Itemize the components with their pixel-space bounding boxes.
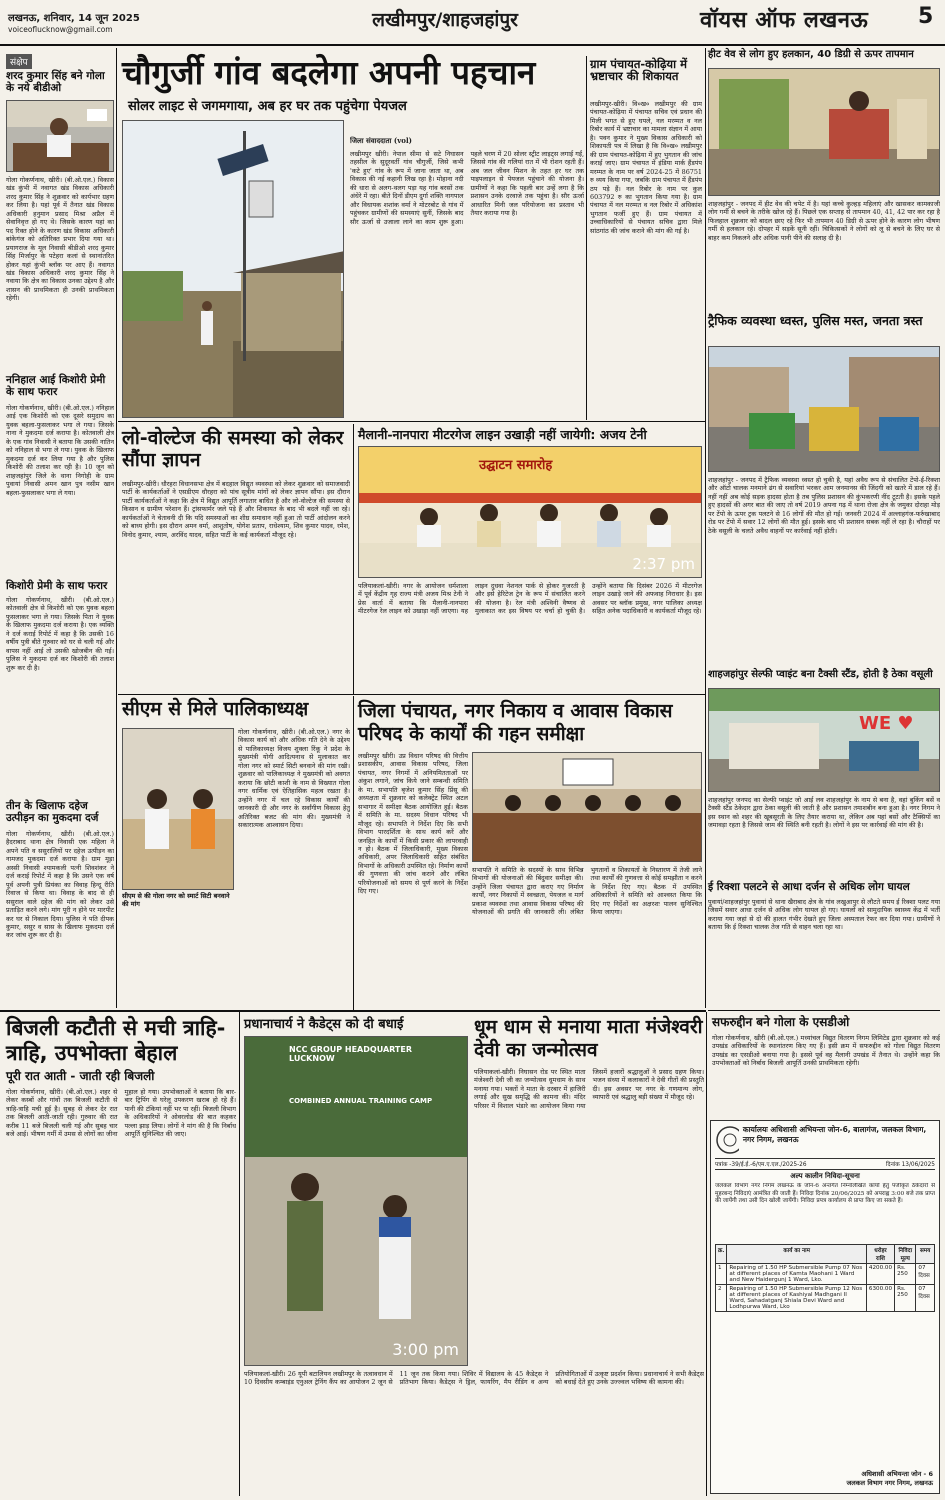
tender-signature: अधिशासी अभियन्ता जोन - 6 जलकल विभाग नगर निगम, लखनऊ <box>846 1470 933 1487</box>
power-cut-subheadline: पूरी रात आती - जाती रही बिजली <box>6 1069 155 1083</box>
tender-notice <box>710 1120 940 1494</box>
low-voltage-headline: लो-वोल्टेज की समस्या को लेकर सौंपा ज्ञापन <box>122 427 344 471</box>
review-headline: जिला पंचायत, नगर निकाय व आवास विकास परिषद के कार्यों की गहन समीक्षा <box>358 700 673 745</box>
sidebar <box>6 50 114 1010</box>
masthead <box>0 0 945 44</box>
brand-title: वॉयस ऑफ लखनऊ <box>700 8 869 33</box>
masthead-rule <box>0 44 945 46</box>
tender-notice-text: जलकल विभाग नगर निगम लखनऊ के जोन-6 अन्तर्गत निम्नलिखित कार्यों हेतु पंजीकृत ठेकेदारों से मुहरबन्द निविदाएं आमंत्रित की जाती हैं। निविदा दिनांक 20/06/2025 को अपराह्न 3:00 बजे तक प्राप्त की जायेंगी तथा उसी दिन खोली जायेंगी। निविदा प्रपत्र कार्यालय से प्राप्त किए जा सकते हैं। <box>715 1183 935 1205</box>
brief-1-text: गोला गोकर्णनाथ, खीरी। (बी.ओ.एल.) विकास खंड कुंभी में नवागत खंड विकास अधिकारी शरद कुमार सिंह ने शुक्रवार को कार्यभार ग्रहण कर लिया है। यहां पूर्व में तैनात खंड विकास अधिकारी हनुमान प्रसाद मिश्रा अप्रैल में सेवानिवृत्त हो गए थे। जिसके कारण यहां का पद रिक्त होने के कारण खंड विकास अधिकारी बांकेगंज को अतिरिक्त प्रभार दिया गया था। प्रयागराज के मूल निवासी बीडीओ शरद कुमार सिंह मिर्जापुर के पटेहरा कलां से स्थानांतरित होकर यहां कुंभी ब्लॉक पर आए हैं। नवागत खंड विकास अधिकारी शरद कुमार सिंह ने नवाया कि क्षेत्र का विकास उनका उद्देश्य है और शासन की प्राथमिकता ही उनकी प्राथमिकता रहेगी। <box>6 176 114 303</box>
table-row <box>716 1264 935 1285</box>
cm-headline: सीएम से मिले पालिकाध्यक्ष <box>122 698 309 720</box>
right-column <box>708 48 940 1008</box>
temple-divider <box>706 1012 707 1496</box>
brief-2-title: ननिहाल आई किशोरी प्रेमी के साथ फरार <box>6 374 106 399</box>
heatwave-body: शाहजहांपुर - जनपद में हीट वेव की चपेट में है। यहां कच्चे कुल्हड़ महिलाएं और खासकर कामकाजी लोग गर्मी से बचने के तरीके खोज रहे हैं। पिछले एक सप्ताह से तापमान 40, 41, 42 पार कर रहा है फिलहाल शुक्रवार को बादल छाए रहे फिर भी तापमान 40 डिग्री से ऊपर होने के कारण लोग भीषण गर्मी से हलकान रहे। दोपहर में सड़कें सूनी रहीं। चिकित्सकों ने लोगों को लू से बचने के लिए घर से बाहर कम निकलने और अधिक पानी पीने की सलाह दी है। <box>708 200 940 242</box>
bottom-rule <box>0 1010 706 1012</box>
review-meeting-image <box>473 753 702 862</box>
brief-3-title: किशोरी प्रेमी के साथ फरार <box>6 580 108 592</box>
page-number: 5 <box>918 4 934 29</box>
review-body-right: सभापति ने समिति के सदस्यों के साथ विभिन्न विभागों की योजनाओं की बिंदुवार समीक्षा की। उन्होंने जिला पंचायत द्वारा कराए गए निर्माण कार्यों, नगर निकायों में स्वच्छता, पेयजल व मार्ग प्रकाश व्यवस्था तथा आवास विकास परिषद की योजनाओं की प्रगति की जानकारी ली। लंबित भुगतानों व शिकायतों के निस्तारण में तेजी लाने तथा कार्यों की गुणवत्ता से कोई समझौता न करने के निर्देश दिए गए। बैठक में उपस्थित अधिकारियों ने समिति को आश्वस्त किया कि दिए गए निर्देशों का अक्षरशः पालन सुनिश्चित किया जाएगा। <box>472 866 702 917</box>
tender-col-time: समय <box>916 1245 935 1264</box>
cm-meeting-image <box>123 729 234 890</box>
masthead-email: voiceoflucknow@gmail.com <box>8 25 113 34</box>
sdo-body: गोला गोकर्णनाथ, खीरी (बी.ओ.एल.) मध्यांचल विद्युत वितरण निगम लिमिटेड द्वारा शुक्रवार को कई उपखंड अधिकारियों के स्थानांतरण किए गए हैं। इसी क्रम में सफरुद्दीन को गोला विद्युत वितरण उपखंड का एसडीओ बनाया गया है। इससे पूर्व वह मैलानी उपखंड में तैनात थे। उन्होंने कहा कि उपभोक्ताओं को निर्बाध बिजली आपूर्ति उनकी प्राथमिकता रहेगी। <box>712 1034 940 1068</box>
cadets-photo-time: 3:00 pm <box>392 1340 459 1359</box>
cadets-photo-banner: NCC GROUP HEADQUARTER LUCKNOW <box>289 1045 413 1063</box>
cadets-headline: प्रधानाचार्य ने कैडेट्स को दी बधाई <box>244 1017 404 1032</box>
section-title: लखीमपुर/शाहजहांपुर <box>372 9 518 31</box>
cadets-photo <box>244 1036 468 1366</box>
cm-photo <box>122 728 234 890</box>
cadets-image <box>245 1037 468 1366</box>
lead-subheadline: सोलर लाइट से जगमगाया, अब हर घर तक पहुंचेगा पेयजल <box>128 99 407 114</box>
svg-text:WE ♥: WE ♥ <box>859 713 914 734</box>
sdo-rule <box>708 1010 940 1011</box>
cm-photo-caption: सीएम से की गोला नगर को स्मार्ट सिटी बनवाने की मांग <box>122 892 230 908</box>
tender-notice-title: अल्प कालीन निविदा-सूचना <box>790 1172 860 1180</box>
table-cell: Repairing of 1.50 HP Submersible Pump 12 Nos at different places of Kashiyal Madhgani II Ward, Sahadatganj Shiala Devi Ward and Lodhpurwa Ward, Lko <box>727 1285 866 1312</box>
table-cell: Rs. 250 <box>895 1285 916 1312</box>
power-cut-body: गोला गोकर्णनाथ, खीरी। (बी.ओ.एल.) शहर से लेकर कस्बों और गांवों तक बिजली कटौती से त्राहि-त्राहि मची हुई है। सुबह से लेकर देर रात तक बिजली आती-जाती रही। गुरुवार की रात करीब 11 बजे बिजली चली गई और सुबह चार बजे आई। भीषण गर्मी में उमस से लोगों का जीना मुहाल हो गया। उपभोक्ताओं ने बताया कि बार-बार ट्रिपिंग से घरेलू उपकरण खराब हो रहे हैं। पानी की टंकियां नहीं भर पा रहीं। बिजली विभाग के अधिकारियों ने ओवरलोड की बात कहकर पल्ला झाड़ लिया। लोगों ने मांग की है कि निर्बाध आपूर्ति सुनिश्चित की जाए। <box>6 1088 236 1139</box>
rickshaw-body: पुवायां/शाहजहांपुर पुवायां से थाना खैराबाद क्षेत्र के गांव लखुआपुर से लौटते समय ई रिक्शा पलट गया जिसमें सवार आधा दर्जन से अधिक लोग घायल हो गए। घायलों को सामुदायिक स्वास्थ्य केंद्र में भर्ती कराया गया जहां से दो की हालत गंभीर देखते हुए जिला अस्पताल रेफर कर दिया गया। ग्रामीणों ने बताया कि ई रिक्शा चालक तेज गति से वाहन चला रहा था। <box>708 898 940 932</box>
cadets-photo-sub: COMBINED ANNUAL TRAINING CAMP <box>289 1097 433 1105</box>
mid-rule <box>118 694 706 695</box>
review-body-left: लखीमपुर खीरी। उप्र विधान परिषद की वित्तीय प्रशासकीय, आवास विकास परिषद, जिला पंचायत, नगर निगमों में अनियमितताओं पर अंकुश लगाने, जांच किये जाने सम्बन्धी समिति के मा. सभापति बृजेश कुमार सिंह प्रिंसू की अध्यक्षता में शुक्रवार को कलेक्ट्रेट स्थित अटल सभागार में समीक्षा बैठक आयोजित हुई। बैठक में समिति के मा. सदस्य विधान परिषद भी मौजूद रहे। सभापति ने निर्देश दिए कि सभी विभाग पारदर्शिता के साथ कार्य करें और जनहित के कार्यों में किसी प्रकार की लापरवाही न हो। बैठक में जिलाधिकारी, मुख्य विकास अधिकारी, अपर जिलाधिकारी सहित संबंधित विभागों के अधिकारी उपस्थित रहे। निर्माण कार्यों की गुणवत्ता की जांच कराने और लंबित परियोजनाओं को समय से पूर्ण करने के निर्देश दिए गए। <box>358 752 468 896</box>
tender-date: दिनांक 13/06/2025 <box>885 1162 935 1168</box>
low-voltage-body: लखीमपुर-खीरी। धौरहरा विधानसभा क्षेत्र में बदहाल विद्युत व्यवस्था को लेकर शुक्रवार को समाजवादी पार्टी के कार्यकर्ताओं ने एसडीएम धौरहरा को पांच सूत्रीय मांगों को लेकर ज्ञापन सौंपा। इस दौरान पार्टी कार्यकर्ताओं ने कहा कि क्षेत्र में विद्युत आपूर्ति लगातार बाधित है और लो-वोल्टेज की समस्या से किसान व ग्रामीण परेशान हैं। ट्रांसफार्मर जले पड़े हैं और शिकायत के बाद भी बदले नहीं जा रहे। कार्यकर्ताओं ने चेतावनी दी कि यदि समस्याओं का शीघ्र समाधान नहीं हुआ तो पार्टी आंदोलन करने को बाध्य होगी। इस दौरान अमन वर्मा, आशुतोष, योगेश प्रताप, राधेश्याम, शिव कुमार यादव, रमेश, विनोद कुमार, श्याम, अरविंद यादव, सहित पार्टी के कई कार्यकर्ता मौजूद रहे। <box>122 480 350 539</box>
complaint-body: लखीमपुर-खीरी। वि०ख० लखीमपुर की ग्राम पंचायत-कोढ़िया में पंचायत सचिव एवं प्रधान की मिली भगत से हुए घपले, नल मरम्मत व नल रिबोर कार्य में भ्रष्टाचार का मामला संज्ञान में आया है। पवन कुमार ने मुख्य विकास अधिकारी को शिकायती पत्र में लिखा है कि वि०ख० लखीमपुर की ग्राम पंचायत-कोढ़िया में हुए भुगतान की जांच कराई जाए। ग्राम पंचायत में इंडिया मार्क हैंडपंप मरम्मत के नाम पर वर्ष 2024-25 में 86751 रु व्यय किया गया, जबकि ग्राम पंचायत में हैंडपंप ठप पड़े हैं। नल रिबोर के नाम पर कुल 603792 रु का भुगतान किया गया है। ग्राम पंचायत में नल मरम्मत व नल रिबोर में अधिकांश भुगतान फर्जी हुए हैं। ग्राम पंचायत में उच्चाधिकारियों से पंचायत सचिव द्वारा मिले सांठगांठ की जांच कराने की मांग की गई है। <box>590 100 702 235</box>
traffic-photo-image <box>709 347 940 472</box>
lead-divider <box>586 56 587 420</box>
tender-ref: पत्रांक -39/ई.ई.-6/एम.ए.एल./2025-26 <box>715 1162 807 1168</box>
temple-body: पलियाकलां-खीरी। निघासन रोड पर स्थित माता मंजेश्वरी देवी जी का जन्मोत्सव धूमधाम के साथ मनाया गया। भक्तों ने माता के दरबार में हाजिरी लगाई और सुख समृद्धि की कामना की। मंदिर परिसर में विशाल भंडारे का आयोजन किया गया जिसमें हजारों श्रद्धालुओं ने प्रसाद ग्रहण किया। भजन संध्या में कलाकारों ने देवी गीतों की प्रस्तुति दी। इस अवसर पर नगर के गणमान्य लोग, व्यापारी एवं श्रद्धालु बड़ी संख्या में मौजूद रहे। <box>474 1068 704 1110</box>
tender-col-work: कार्य का नाम <box>727 1245 866 1264</box>
meterguage-photo <box>358 446 702 578</box>
table-cell: 4200.00 <box>866 1264 894 1285</box>
taxi-photo <box>708 688 940 792</box>
lead-photo <box>122 120 344 418</box>
traffic-headline: ट्रैफिक व्यवस्था ध्वस्त, पुलिस मस्त, जनता त्रस्त <box>708 313 923 328</box>
complaint-headline: ग्राम पंचायत-कोढ़िया में भ्रष्टाचार की शिकायत <box>590 57 687 84</box>
heatwave-headline: हीट वेव से लोग हुए हलकान, 40 डिग्री से ऊपर तापमान <box>708 49 914 60</box>
traffic-body: शाहजहांपुर - जनपद में ट्रैफिक व्यवस्था ध्वस्त हो चुकी है, यहां अवैध रूप से संचालित टेंपो-ई-रिक्शा और ऑटो चालक मनमाने ढंग से सवारियां भरकर आम जनमानस की जिंदगी को खतरे में डाल रहे हैं। नहीं नहीं अब कोई सड़क हादसा होता है तब पुलिस प्रशासन की कुंभकरणी नींद टूटती है। इसके पहले हुए हादसों की अगर बात की जाए तो वर्ष 2019 अपना गढ़ में थाना रोजा क्षेत्र के जमुका दोराहा मोड़ पर टेंपो के ऊपर ट्रक पलटने से 16 लोगों की मौत हो गई। जनवरी 2024 में अल्लाहगंज-फर्रुखाबाद रोड पर टेंपो में सवार 12 लोगों की मौत हुई। इसके बाद भी प्रशासन सबक नहीं ले रहा है। चौराहों पर ठेके वसूली के चलते अवैध वाहनों पर कार्रवाई नहीं होती। <box>708 476 940 535</box>
solar-light-photo <box>123 121 344 418</box>
tender-col-sn: क्र. <box>716 1245 727 1264</box>
tender-col-price: निविदा मूल्य <box>895 1245 916 1264</box>
lead-body: लखीमपुर खीरी। नेपाल सीमा से सटे निघासन तहसील के सुदूरवर्ती गांव चौगुर्जी, जिसे कभी 'कटे हुए' गांव के रूप में जाना जाता था, अब विकास की नई कहानी लिख रहा है। मोहाना नदी की धारा से अलग-थलग पड़ा यह गांव बरसों तक अंधेरे में रहा। बीते दिनों डीएम दुर्गा शक्ति नागपाल और विधायक शशांक वर्मा ने मोटरबोट से गांव में पहुंचकर ग्रामीणों की समस्याएं सुनीं, जिसके बाद सौर ऊर्जा से उजाला लाने का काम शुरू हुआ। पहले चरण में 20 सोलर स्ट्रीट लाइट्स लगाई गईं, जिससे गांव की गलियां रात में भी रोशन रहती हैं। अब जल जीवन मिशन के तहत हर घर तक पाइपलाइन से पेयजल पहुंचाने की योजना है। ग्रामीणों ने कहा कि पहली बार उन्हें लगा है कि प्रशासन उनके दरवाजे तक पहुंचा है। सौर ऊर्जा आधारित मिनी जल परियोजना का प्रस्ताव भी तैयार कराया गया है। <box>350 150 584 226</box>
sidebar-divider <box>116 48 117 1008</box>
brief-3-text: गोला गोकर्णनाथ, खीरी। (बी.ओ.एल.) कोतवाली क्षेत्र से किशोरी को एक युवक बहला फुसलाकर भगा ले गया। जिसके पिता ने युवक के खिलाफ मुकदमा दर्ज कराया है। एक व्यक्ति ने दर्ज कराई रिपोर्ट में कहा है कि उसकी 16 वर्षीय पुत्री बीते गुरुवार को घर से चली गई और वापस नहीं आई तो उसकी खोजबीन की गई। पुलिस ने मुकदमा दर्ज कर किशोरी की तलाश शुरू कर दी है। <box>6 596 114 672</box>
power-cut-headline: बिजली कटौती से मची त्राहि-त्राहि, उपभोक्ता बेहाल <box>6 1016 226 1066</box>
table-cell: 07 दिवस <box>916 1285 935 1312</box>
heatwave-photo-image <box>709 69 940 196</box>
municipal-emblem-icon <box>715 1125 739 1155</box>
table-cell: 6300.00 <box>866 1285 894 1312</box>
meterguage-headline: मैलानी-नानपारा मीटरगेज लाइन उखाड़ी नहीं जायेगी: अजय टेनी <box>358 427 647 442</box>
brief-4-text: गोला गोकर्णनाथ, खीरी। (बी.ओ.एल.) हैदराबाद थाना क्षेत्र निवासी एक महिला ने अपने पति व ससुरालियों पर दहेज उत्पीड़न का नामजद मुकदमा दर्ज कराया है। ग्राम मूड़ा अस्सी निवासी श्यामकली पत्नी शिवशंकर ने दर्ज कराई रिपोर्ट में कहा है कि उसने एक वर्ष पूर्व अपनी पुत्री प्रियंका का विवाह हिन्दू रीति रिवाज से किया था। विवाह के बाद से ही ससुराल वाले दहेज की मांग को लेकर उसे प्रताड़ित करने लगे। मांग पूरी न होने पर मारपीट कर घर से निकाल दिया। पुलिस ने पति दीपक कुमार, ससुर व सास के खिलाफ मुकदमा दर्ज कर जांच शुरू कर दी है। <box>6 830 114 940</box>
meterguage-photo-time: 2:37 pm <box>632 555 695 573</box>
bdo-photo <box>6 100 114 172</box>
brief-4-title: तीन के खिलाफ दहेज उत्पीड़न का मुकदमा दर्ज <box>6 800 99 825</box>
tender-table <box>715 1244 935 1312</box>
cm-body-extra <box>122 914 234 1008</box>
brief-1-title: शरद कुमार सिंह बने गोला के नये बीडीओ <box>6 70 105 95</box>
table-cell: 1 <box>716 1264 727 1285</box>
heatwave-photo <box>708 68 940 196</box>
taxi-photo-image <box>709 689 940 792</box>
low-voltage-divider <box>353 424 354 694</box>
table-cell: Repairing of 1.50 HP Submersible Pump 07 Nos at different places of Kamta Maohani 1 Ward and New Haidergunj 1 Ward, Lko. <box>727 1264 866 1285</box>
brief-2-text: गोला गोकर्णनाथ, खीरी। (बी.ओ.एल.) ननिहाल आई एक किशोरी को एक दूसरे समुदाय का युवक बहला-फुसलाकर भगा ले गया। जिसके नाना ने मुकदमा दर्ज कराया है। कोतवाली क्षेत्र के एक गांव निवासी ने बताया कि उसकी नातिन को ननिहाल से भगा ले गया। युवक के खिलाफ मुकदमा दर्ज कर लिया गया है और पुलिस किशोरी की तलाश कर रही है। 10 जून को शाहजहांपुर जिले के थाना निगोही के ग्राम पुवायां निवासी अमन खान पुत्र नसीम खान बहला-फुसलाकर भगा ले गया। <box>6 404 114 497</box>
tender-col-deposit: धरोहर राशि <box>866 1245 894 1264</box>
tender-office: कार्यालयः अधिशासी अभियन्ता जोन-6, बालागंज, जलकल विभाग, नगर निगम, लखनऊ <box>742 1125 927 1144</box>
table-cell: 07 दिवस <box>916 1264 935 1285</box>
cadets-body: पलियाकलां-खीरी। 26 यूपी बटालियन लखीमपुर के तत्वावधान में 10 दिवसीय कम्बाइंड एनुअल ट्रेनिंग कैंप का आयोजन 2 जून से 11 जून तक किया गया। शिविर में विद्यालय के 45 कैडेट्स ने प्रतिभाग किया। कैडेट्स ने ड्रिल, फायरिंग, मैप रीडिंग व अन्य प्रतियोगिताओं में उत्कृष्ट प्रदर्शन किया। प्रधानाचार्य ने सभी कैडेट्स को बधाई देते हुए उनके उज्ज्वल भविष्य की कामना की। <box>244 1370 704 1387</box>
complaint-divider <box>705 48 706 1008</box>
lead-bottom-rule <box>118 421 706 422</box>
meterguage-banner: उद्घाटन समारोह <box>479 458 553 473</box>
taxi-body: शाहजहांपुर जनपद का सेल्फी प्वाइंट जो आई लव शाहजहांपुर के नाम से बना है, वहां बुकिंग बसें व टैक्सी स्टैंड ठेकेदार द्वारा ठेका वसूली की जाती है और प्रशासन तमाशबीन बना हुआ है। नगर निगम ने इस स्थान को शहर की खूबसूरती के लिए तैयार कराया था, लेकिन अब यहां बसों और टैक्सियों का जमावड़ा रहता है जिससे जाम की स्थिति बनी रहती है। लोगों ने इस पर कार्रवाई की मांग की है। <box>708 796 940 830</box>
table-cell: Rs. 250 <box>895 1264 916 1285</box>
masthead-date: लखनऊ, शनिवार, 14 जून 2025 <box>8 13 140 24</box>
table-cell: 2 <box>716 1285 727 1312</box>
rickshaw-headline: ई रिक्शा पलटने से आधा दर्जन से अधिक लोग घायल <box>708 881 910 893</box>
cm-divider <box>353 696 354 1010</box>
sidebar-label: संक्षेप <box>6 54 32 69</box>
lead-byline: जिला संवाददाता (vol) <box>350 136 412 145</box>
power-cut-divider <box>239 1012 240 1496</box>
bdo-photo-image <box>7 101 114 172</box>
temple-headline: धूम धाम से मनाया माता मंजेश्वरी देवी का जन्मोत्सव <box>474 1016 703 1061</box>
table-row <box>716 1285 935 1312</box>
traffic-photo <box>708 346 940 472</box>
sdo-headline: सफरुद्दीन बने गोला के एसडीओ <box>712 1015 850 1029</box>
meterguage-body: पलियाकलां-खीरी। नगर के आयोजन धर्मशाला में पूर्व केंद्रीय गृह राज्य मंत्री अजय मिश्र टेनी ने प्रेस वार्ता में बताया कि मैलानी-नानपारा मीटरगेज रेल लाइन को उखाड़ा नहीं जाएगा। यह लाइन दुधवा नेशनल पार्क से होकर गुजरती है और इसे हेरिटेज ट्रेन के रूप में संचालित करने की योजना है। रेल मंत्री अश्विनी वैष्णव से मुलाकात कर इस विषय पर चर्चा हो चुकी है। उन्होंने बताया कि दिसंबर 2026 में मीटरगेज लाइन उखाड़े जाने की अफवाह निराधार है। इस अवसर पर ब्लॉक प्रमुख, नगर पालिका अध्यक्ष सहित अनेक पदाधिकारी व कार्यकर्ता मौजूद रहे। <box>358 582 702 616</box>
cm-body: गोला गोकर्णनाथ, खीरी। (बी.ओ.एल.) नगर के विकास कार्य को और अधिक गति देने के उद्देश्य से पालिकाध्यक्ष विजय शुक्ला रिंकू ने प्रदेश के मुख्यमंत्री योगी आदित्यनाथ से मुलाकात कर गोला नगर को स्मार्ट सिटी बनवाने की मांग रखी। शुक्रवार को पालिकाध्यक्ष ने मुख्यमंत्री को अवगत कराया कि छोटी काशी के नाम से विख्यात गोला नगर धार्मिक एवं ऐतिहासिक महत्व रखता है। उन्होंने नगर में चल रहे विकास कार्यों की जानकारी दी और नगर के सर्वांगीण विकास हेतु अतिरिक्त बजट की मांग की। मुख्यमंत्री ने सकारात्मक आश्वासन दिया। <box>238 728 350 829</box>
review-photo <box>472 752 702 862</box>
lead-headline: चौगुर्जी गांव बदलेगा अपनी पहचान <box>122 53 536 92</box>
taxi-headline: शाहजहांपुर सेल्फी प्वाइंट बना टैक्सी स्टैंड, होती है ठेका वसूली <box>708 669 933 680</box>
